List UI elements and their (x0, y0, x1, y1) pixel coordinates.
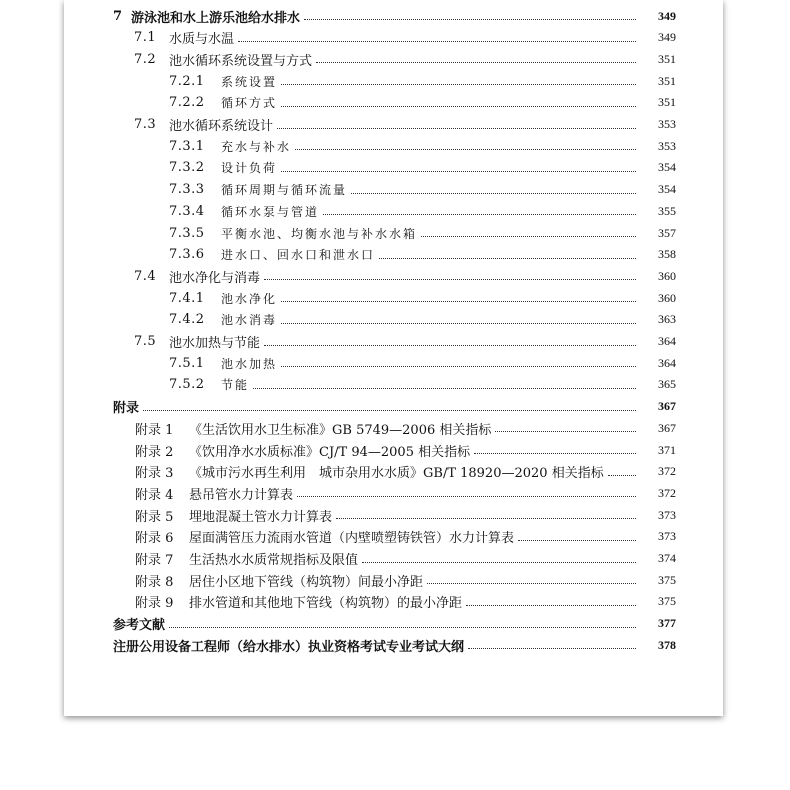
toc-entry[interactable] (113, 5, 676, 27)
dot-leader (608, 474, 636, 476)
toc-entry[interactable] (134, 265, 676, 287)
toc-entry-title: 池水加热 (221, 356, 278, 371)
toc-entry-title: 生活热水水质常规指标及限值 (189, 553, 359, 568)
toc-entry[interactable] (169, 200, 676, 222)
toc-entry[interactable] (135, 548, 676, 570)
toc-entry[interactable] (169, 135, 676, 157)
dot-leader (281, 83, 636, 85)
toc-entry-page-number: 373 (658, 507, 676, 522)
toc-entry-number: 7 (113, 8, 123, 24)
toc-entry-page-number: 351 (658, 51, 676, 66)
toc-entry-number: 附录 4 (135, 487, 174, 503)
toc-entry[interactable] (169, 287, 676, 309)
toc-entry-title: 平衡水池、均衡水池与补水水箱 (221, 226, 418, 241)
toc-entry-number: 7.3.6 (169, 247, 205, 263)
toc-entry-title: 进水口、回水口和泄水口 (221, 248, 376, 263)
toc-entry-title: 循环方式 (221, 96, 278, 111)
toc-entry-page-number: 354 (658, 160, 676, 175)
toc-entry-title: 设计负荷 (221, 161, 278, 176)
toc-entry-title: 居住小区地下管线（构筑物）间最小净距 (189, 574, 424, 590)
toc-entry-number: 7.5.1 (169, 355, 205, 371)
toc-entry-page-number: 351 (658, 73, 676, 88)
toc-entry-page-number: 372 (658, 464, 676, 479)
dot-leader (143, 409, 636, 411)
toc-entry-page-number: 353 (658, 138, 676, 153)
toc-entry-number: 附录 8 (135, 574, 174, 590)
dot-leader (264, 278, 636, 280)
toc-entry-title: 池水循环系统设置与方式 (169, 53, 313, 69)
dot-leader (518, 539, 636, 541)
dot-leader (379, 257, 636, 259)
toc-entry-number: 7.3.4 (169, 203, 205, 219)
toc-entry-number: 附录 3 (135, 466, 174, 482)
dot-leader (295, 148, 636, 150)
dot-leader (238, 40, 636, 42)
toc-entry-number: 附录 6 (135, 531, 174, 547)
dot-leader (474, 452, 636, 454)
toc-entry[interactable] (134, 27, 676, 49)
toc-entry-title: 《饮用净水水质标准》CJ/T 94—2005 相关指标 (189, 444, 471, 460)
toc-entry-number: 7.3 (134, 117, 157, 132)
toc-entry[interactable] (113, 396, 676, 418)
toc-entry-number: 附录 9 (135, 596, 174, 612)
toc-entry-page-number: 360 (658, 290, 676, 305)
toc-entry-title: 水质与水温 (169, 32, 235, 48)
dot-leader (281, 365, 636, 367)
toc-entry-number: 7.4 (134, 268, 157, 284)
toc-entry-title: 循环周期与循环流量 (221, 183, 348, 198)
dot-leader (316, 61, 636, 63)
toc-entry-title: 池水循环系统设计 (169, 119, 274, 134)
toc-entry-page-number: 349 (658, 8, 676, 23)
dot-leader (281, 170, 636, 172)
toc-entry-number: 7.1 (134, 30, 157, 46)
toc-entry[interactable] (169, 244, 676, 266)
toc-entry[interactable] (169, 92, 676, 114)
toc-entry-title: 注册公用设备工程师（给水排水）执业资格考试专业考试大纲 (113, 639, 465, 655)
toc-entry-number: 7.3.3 (169, 182, 205, 198)
toc-entry-number: 7.4.2 (169, 312, 205, 328)
dot-leader (351, 192, 636, 194)
toc-entry-page-number: 372 (658, 485, 676, 500)
toc-entry-number: 7.2.2 (169, 95, 205, 111)
toc-entry-title: 排水管道和其他地下管线（构筑物）的最小净距 (189, 596, 463, 612)
toc-entry-title: 埋地混凝土管水力计算表 (189, 509, 333, 525)
toc-entry[interactable] (169, 352, 676, 374)
toc-entry-page-number: 351 (658, 95, 676, 110)
toc-entry-page-number: 373 (658, 529, 676, 544)
toc-entry[interactable] (134, 114, 676, 136)
toc-entry-number: 附录 5 (135, 509, 174, 525)
toc-entry-title: 节能 (221, 378, 250, 393)
toc-entry-page-number: 374 (658, 551, 676, 565)
toc-entry-page-number: 375 (658, 594, 676, 609)
document-page (64, 0, 723, 716)
toc-entry[interactable] (135, 526, 676, 548)
dot-leader (466, 604, 636, 606)
toc-entry-title: 池水加热与节能 (169, 336, 261, 351)
toc-entry-title: 充水与补水 (221, 139, 292, 154)
toc-entry[interactable] (113, 634, 676, 656)
toc-entry-title: 《城市污水再生利用 城市杂用水水质》GB/T 18920—2020 相关指标 (189, 466, 604, 482)
toc-entry-number: 7.3.5 (169, 225, 205, 241)
dot-leader (323, 213, 636, 215)
toc-entry[interactable] (135, 439, 676, 461)
toc-entry-page-number: 371 (658, 442, 676, 457)
toc-entry[interactable] (113, 613, 676, 635)
toc-entry-page-number: 364 (658, 334, 676, 348)
toc-entry-title: 悬吊管水力计算表 (189, 487, 294, 503)
toc-entry-page-number: 358 (658, 247, 676, 262)
dot-leader (277, 127, 636, 129)
toc-entry-page-number: 378 (658, 637, 676, 652)
toc-entry-page-number: 365 (658, 377, 676, 392)
dot-leader (297, 495, 636, 497)
toc-entry-number: 7.2 (134, 51, 157, 67)
toc-entry-page-number: 354 (658, 182, 676, 197)
toc-entry-title: 游泳池和水上游乐池给水排水 (131, 10, 301, 26)
toc-entry-number: 附录 1 (135, 422, 174, 438)
toc-entry-page-number: 353 (658, 117, 676, 131)
toc-entry[interactable] (135, 504, 676, 526)
toc-entry-page-number: 375 (658, 572, 676, 587)
dot-leader (304, 18, 636, 20)
toc-entry-title: 系统设置 (221, 74, 278, 89)
toc-entry[interactable] (135, 417, 676, 439)
toc-entry-title: 池水消毒 (221, 313, 278, 328)
toc-entry-page-number: 364 (658, 355, 676, 370)
toc-entry-page-number: 357 (658, 225, 676, 240)
toc-entry-title: 《生活饮用水卫生标准》GB 5749—2006 相关指标 (189, 422, 492, 438)
toc-entry[interactable] (169, 157, 676, 179)
toc-entry-number: 7.5.2 (169, 377, 205, 393)
toc-entry[interactable] (169, 179, 676, 201)
dot-leader (264, 344, 636, 346)
toc-entry[interactable] (135, 591, 676, 613)
dot-leader (427, 582, 636, 584)
toc-entry-page-number: 360 (658, 268, 676, 283)
toc-entry-page-number: 355 (658, 203, 676, 218)
dot-leader (362, 561, 636, 563)
toc-entry-page-number: 363 (658, 312, 676, 327)
toc-entry-number: 附录 2 (135, 444, 174, 460)
toc-entry-title: 附录 (113, 401, 140, 417)
dot-leader (468, 647, 636, 649)
toc-entry-number: 7.4.1 (169, 290, 205, 306)
toc-entry-page-number: 367 (658, 399, 676, 414)
dot-leader (281, 300, 636, 302)
dot-leader (169, 626, 636, 628)
toc-entry-title: 循环水泵与管道 (221, 204, 320, 219)
toc-entry-title: 屋面满管压力流雨水管道（内壁喷塑铸铁管）水力计算表 (189, 531, 515, 547)
toc-entry[interactable] (169, 309, 676, 331)
toc-entry-page-number: 377 (658, 616, 676, 631)
toc-entry[interactable] (169, 70, 676, 92)
toc-entry-number: 7.2.1 (169, 73, 205, 89)
toc-entry-page-number: 349 (658, 30, 676, 45)
toc-entry-number: 附录 7 (135, 553, 174, 568)
dot-leader (421, 235, 636, 237)
toc-entry[interactable] (169, 374, 676, 396)
toc-entry-page-number: 367 (658, 420, 676, 435)
toc-entry-number: 7.3.2 (169, 160, 205, 176)
toc-entry-number: 7.5 (134, 334, 157, 349)
toc-entry[interactable] (135, 569, 676, 591)
dot-leader (281, 322, 636, 324)
toc-entry[interactable] (135, 461, 676, 483)
toc-entry-title: 池水净化与消毒 (169, 270, 261, 286)
dot-leader (253, 387, 636, 389)
toc-entry-title: 池水净化 (221, 291, 278, 306)
dot-leader (281, 105, 636, 107)
toc-entry[interactable] (135, 482, 676, 504)
toc-entry[interactable] (169, 222, 676, 244)
toc-entry-title: 参考文献 (113, 618, 166, 634)
dot-leader (336, 517, 636, 519)
toc-entry[interactable] (134, 48, 676, 70)
toc-entry-number: 7.3.1 (169, 138, 205, 154)
dot-leader (495, 430, 636, 432)
toc-entry[interactable] (134, 331, 676, 353)
